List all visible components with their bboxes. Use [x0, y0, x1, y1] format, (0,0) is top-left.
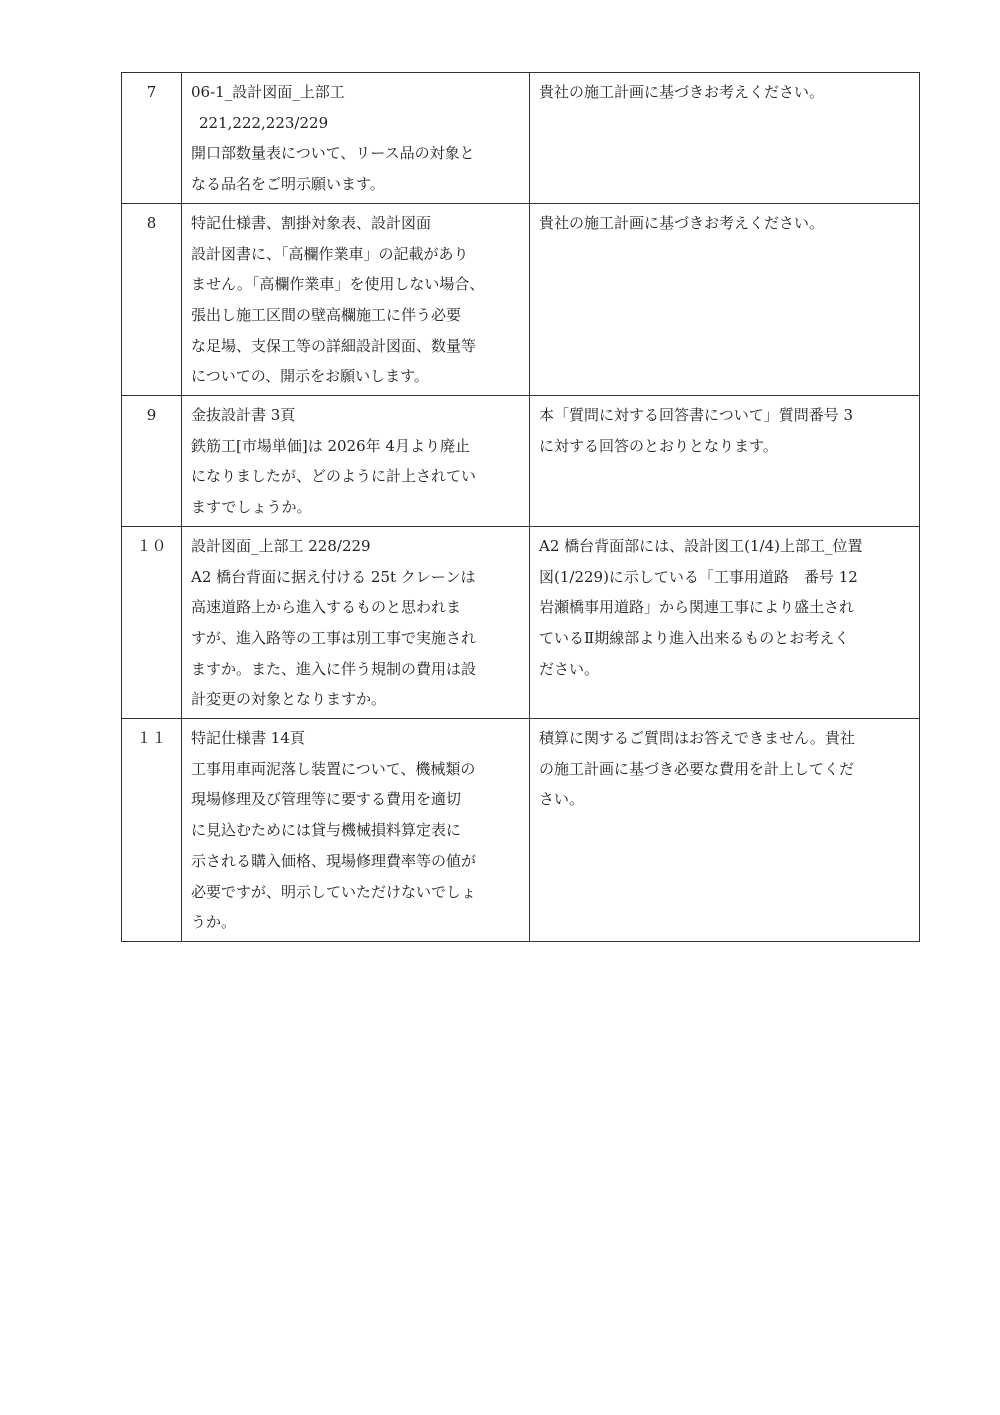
- table-row: [122, 526, 920, 718]
- question-line: 特記仕様書、割掛対象表、設計図面: [191, 213, 432, 232]
- table-row: [122, 719, 920, 942]
- answer-cell: [530, 73, 920, 204]
- question-line: に見込むためには貸与機械損料算定表に: [191, 821, 462, 840]
- answer-line: の施工計画に基づき必要な費用を計上してくだ: [539, 759, 855, 778]
- question-line: 221,222,223/229: [199, 113, 329, 132]
- question-line: ますでしょうか。: [191, 498, 312, 517]
- answer-line: 貴社の施工計画に基づきお考えください。: [539, 83, 825, 101]
- answer-cell: [530, 396, 920, 527]
- qa-table: [121, 72, 920, 942]
- question-line: についての、開示をお願いします。: [191, 367, 429, 386]
- question-line: 開口部数量表について、リース品の対象と: [191, 144, 475, 163]
- question-number: 8: [122, 203, 182, 395]
- question-line: 特記仕様書 14頁: [191, 729, 305, 748]
- question-line: 06-1_設計図面_上部工: [191, 83, 345, 101]
- table-row: [122, 73, 920, 204]
- question-line: 必要ですが、明示していただけないでしょ: [191, 882, 477, 901]
- question-line: 示される購入価格、現場修理費率等の値が: [191, 851, 477, 870]
- question-line: ません。「高欄作業車」を使用しない場合、: [191, 275, 485, 294]
- question-cell: [182, 73, 530, 204]
- question-number: １０: [122, 526, 182, 718]
- question-line: 計変更の対象となりますか。: [191, 690, 387, 709]
- question-line: ますか。また、進入に伴う規制の費用は設: [191, 659, 477, 678]
- answer-line: A2 橋台背面部には、設計図工(1/4)上部工_位置: [539, 536, 863, 555]
- question-line: うか。: [191, 913, 237, 932]
- question-line: なる品名をご明示願います。: [191, 175, 385, 194]
- table-row: [122, 203, 920, 395]
- question-line: 金抜設計書 3頁: [191, 406, 296, 425]
- answer-line: 岩瀬橋事用道路」から関連工事により盛土され: [539, 598, 855, 617]
- question-line: になりましたが、どのように計上されてい: [191, 467, 477, 486]
- question-cell: [182, 203, 530, 395]
- question-number: 9: [122, 396, 182, 527]
- question-line: 工事用車両泥落し装置について、機械類の: [191, 759, 476, 778]
- question-cell: [182, 396, 530, 527]
- question-number: １１: [122, 719, 182, 942]
- question-line: な足場、支保工等の詳細設計図面、数量等: [191, 336, 477, 355]
- answer-line: 貴社の施工計画に基づきお考えください。: [539, 213, 825, 232]
- question-number: 7: [122, 73, 182, 204]
- answer-line: ださい。: [539, 659, 600, 678]
- question-line: 設計図書に、「高欄作業車」の記載があり: [191, 244, 469, 263]
- answer-line: 本「質問に対する回答書について」質問番号 3: [539, 406, 854, 425]
- table-row: [122, 396, 920, 527]
- answer-line: さい。: [539, 790, 585, 809]
- question-line: 鉄筋工[市場単価]は 2026年 4月より廃止: [191, 436, 470, 455]
- question-line: A2 橋台背面に据え付ける 25t クレーンは: [191, 567, 476, 586]
- answer-cell: [530, 203, 920, 395]
- question-line: 設計図面_上部工 228/229: [191, 536, 371, 555]
- question-line: 高速道路上から進入するものと思われま: [191, 598, 462, 617]
- answer-cell: [530, 526, 920, 718]
- answer-line: に対する回答のとおりとなります。: [539, 436, 778, 455]
- question-line: すが、進入路等の工事は別工事で実施され: [191, 628, 477, 647]
- question-line: 張出し施工区間の壁高欄施工に伴う必要: [191, 305, 462, 324]
- question-cell: [182, 526, 530, 718]
- answer-cell: [530, 719, 920, 942]
- answer-line: 積算に関するご質問はお答えできません。貴社: [539, 729, 855, 748]
- question-cell: [182, 719, 530, 942]
- question-line: 現場修理及び管理等に要する費用を適切: [191, 790, 462, 809]
- answer-line: 図(1/229)に示している「工事用道路 番号 12: [539, 567, 858, 586]
- answer-line: ているⅡ期線部より進入出来るものとお考えく: [539, 628, 850, 647]
